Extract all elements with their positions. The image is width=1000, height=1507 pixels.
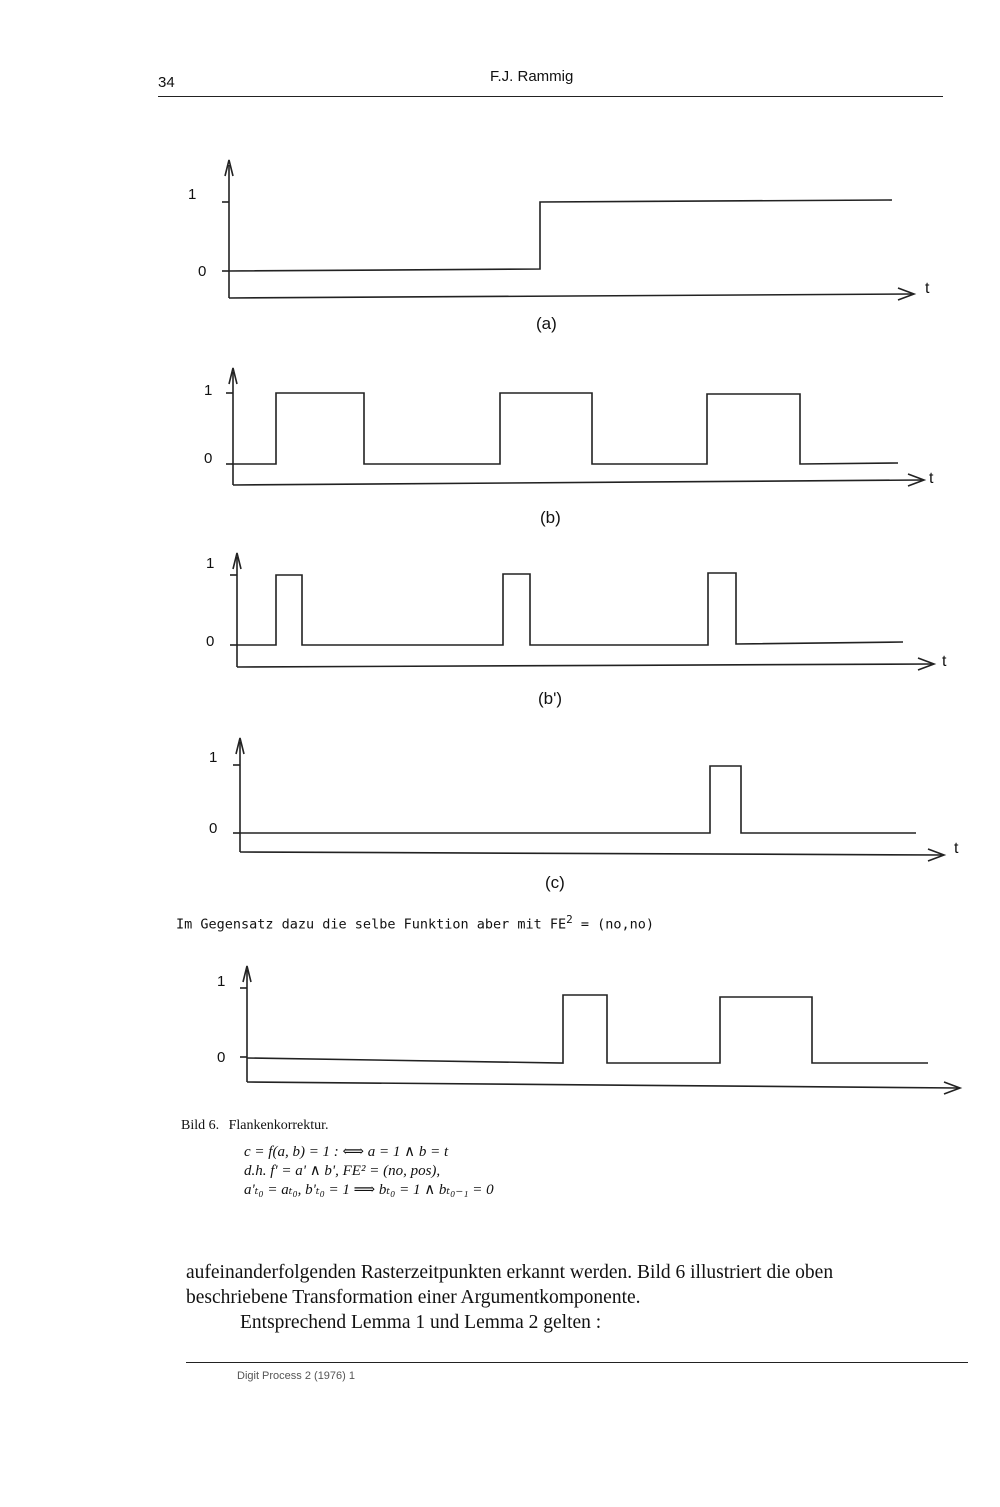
figure-intertext [176,913,654,933]
caption-formula-line-2: d.h. f' = a' ∧ b', FE² = (no, pos), [244,1163,441,1179]
body-line-3: Entsprechend Lemma 1 und Lemma 2 gelten : [240,1312,602,1333]
figure-b-prime-signal [237,573,903,645]
footer-rule [186,1362,968,1363]
figure-d-tick-1: 1 [217,973,226,990]
intertext-sup: 2 [566,913,573,926]
caption-formula-block [244,1143,494,1200]
figure-b-prime-plot [230,553,934,670]
figure-b-prime-tick-0: 0 [206,633,215,650]
figure-b-axis-label: t [929,470,934,487]
caption-formula-line-3: a'ₜ₀ = aₜ₀, b'ₜ₀ = 1 ⟹ bₜ₀ = 1 ∧ bₜ₀₋₁ = 0 [244,1182,494,1198]
caption-title: Flankenkorrektur. [228,1118,329,1133]
figure-b-prime-tick-1: 1 [206,555,215,572]
figure-caption [181,1118,329,1134]
figure-a-x-axis [229,294,912,298]
figure-d-plot [240,966,960,1094]
figure-d-signal [247,995,928,1063]
figure-b-signal [233,393,898,464]
body-text [186,1260,966,1335]
figure-c-axis-label: t [954,840,959,857]
figure-b-tick-0: 0 [204,450,213,467]
figure-c-plot [233,738,944,861]
figure-a-signal [229,200,892,271]
figure-d-x-axis [247,1082,958,1088]
running-header-author: F.J. Rammig [490,68,574,85]
figure-a-tick-0: 0 [198,263,207,280]
caption-number: Bild 6. [181,1118,220,1133]
figure-b-label: (b) [540,508,561,527]
figure-c-x-axis [240,852,942,855]
figure-d-tick-0: 0 [217,1049,226,1066]
caption-formula-line-1: c = f(a, b) = 1 : ⟺ a = 1 ∧ b = t [244,1144,449,1160]
figure-b-prime-x-axis [237,664,932,667]
page-number: 34 [158,74,175,91]
intertext-main: Im Gegensatz dazu die selbe Funktion aber mit FE [176,916,567,933]
figure-b-prime-axis-label: t [942,653,947,670]
figure-b-tick-1: 1 [204,382,213,399]
figure-b-x-axis [233,480,922,485]
figure-a-tick-1: 1 [188,186,197,203]
intertext-tail: = (no,no) [572,916,655,933]
body-line-2: beschriebene Transformation einer Argumentkomponente. [186,1287,641,1308]
figure-a-plot [222,160,914,300]
figure-c-tick-0: 0 [209,820,218,837]
figure-b-plot [226,368,924,486]
body-line-1: aufeinanderfolgenden Rasterzeitpunkten erkannt werden. Bild 6 illustriert die oben [186,1262,834,1283]
figure-c-tick-1: 1 [209,749,218,766]
figure-b-prime-label: (b') [538,689,563,708]
figure-c-signal [240,766,916,833]
figure-a-label: (a) [536,314,557,333]
figure-a-axis-label: t [925,280,930,297]
footer-citation: Digit Process 2 (1976) 1 [237,1370,355,1382]
figure-c-label: (c) [545,873,565,892]
